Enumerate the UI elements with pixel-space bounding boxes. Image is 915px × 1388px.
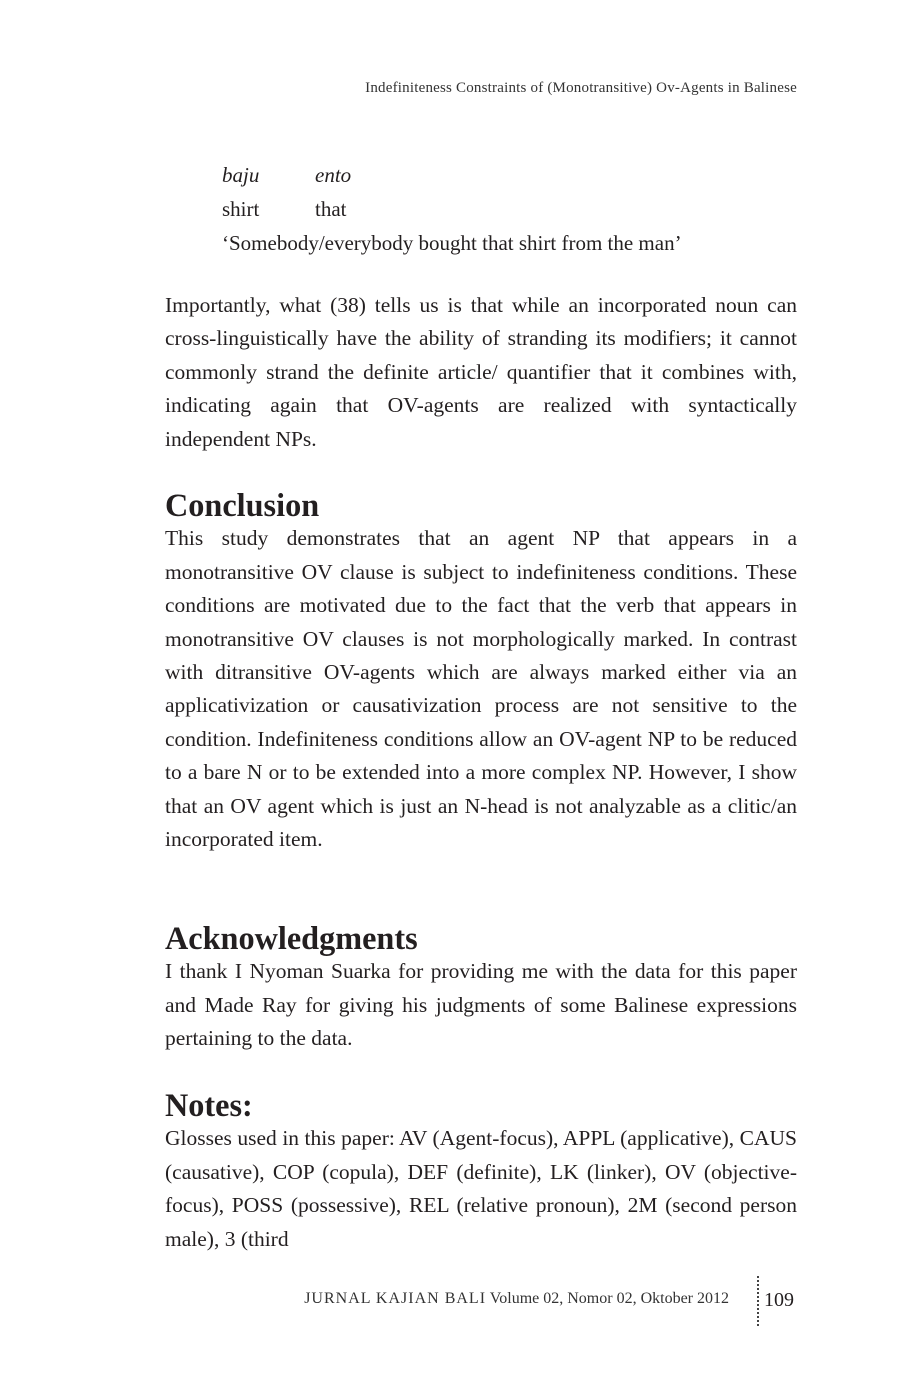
acknowledgments-text: I thank I Nyoman Suarka for providing me with the data for this paper and Made Ray for giving his judgments of some Balinese expressions pertaining to the data. bbox=[165, 959, 797, 1051]
gloss-word-2: ento bbox=[315, 163, 352, 187]
conclusion-text: This study demonstrates that an agent NP that appears in a monotransitive OV clause is subject to indefiniteness conditions. These conditions are motivated due to the fact that the verb that appears in monotransitive OV clauses is not morphologically marked. In contrast with ditransitive OV-agents which are always marked either via an applicativization or causativization process are not sensitive to the condition. Indefiniteness conditions allow an OV-agent NP to be reduced to a bare N or to be extended into a more complex NP. However, I show that an OV agent which is just an N-head is not analyzable as a clitic/an incorporated item. bbox=[165, 526, 797, 852]
gloss-translation: ‘Somebody/everybody bought that shirt from the man’ bbox=[222, 231, 682, 255]
journal-name: JURNAL KAJIAN BALI bbox=[304, 1290, 487, 1307]
notes-section bbox=[165, 1089, 797, 1256]
journal-citation bbox=[304, 1290, 729, 1308]
gloss-gloss-2: that bbox=[315, 197, 347, 221]
gloss-word-1: baju bbox=[222, 163, 260, 187]
gloss-source-line bbox=[222, 158, 682, 192]
page-footer bbox=[0, 1286, 915, 1326]
gloss-gloss-line bbox=[222, 192, 682, 226]
notes-text: Glosses used in this paper: AV (Agent-focus), APPL (applicative), CAUS (causative), COP (copula), DEF (definite), LK (linker), OV (objective-focus), POSS (possessive), REL (relative pronoun), 2M (second person male), 3 (third bbox=[165, 1126, 797, 1251]
journal-issue: Volume 02, Nomor 02, Oktober 2012 bbox=[489, 1290, 729, 1307]
gloss-example bbox=[222, 158, 682, 260]
running-header: Indefiniteness Constraints of (Monotransitive) Ov-Agents in Balinese bbox=[365, 80, 797, 96]
gloss-gloss-1: shirt bbox=[222, 197, 260, 221]
page-number: 109 bbox=[764, 1289, 794, 1311]
body-paragraph bbox=[165, 289, 797, 456]
acknowledgments-heading: Acknowledgments bbox=[165, 920, 418, 956]
conclusion-section bbox=[165, 489, 797, 856]
notes-heading: Notes: bbox=[165, 1087, 253, 1123]
paragraph-text: Importantly, what (38) tells us is that while an incorporated noun can cross-linguistically have the ability of stranding its modifiers; it cannot commonly strand the definite article/ quantifier that it combines with, indicating again that OV-agents are realized with syntactically independent NPs. bbox=[165, 293, 797, 451]
conclusion-heading: Conclusion bbox=[165, 487, 320, 523]
footer-divider bbox=[757, 1276, 759, 1326]
acknowledgments-section bbox=[165, 922, 797, 1056]
